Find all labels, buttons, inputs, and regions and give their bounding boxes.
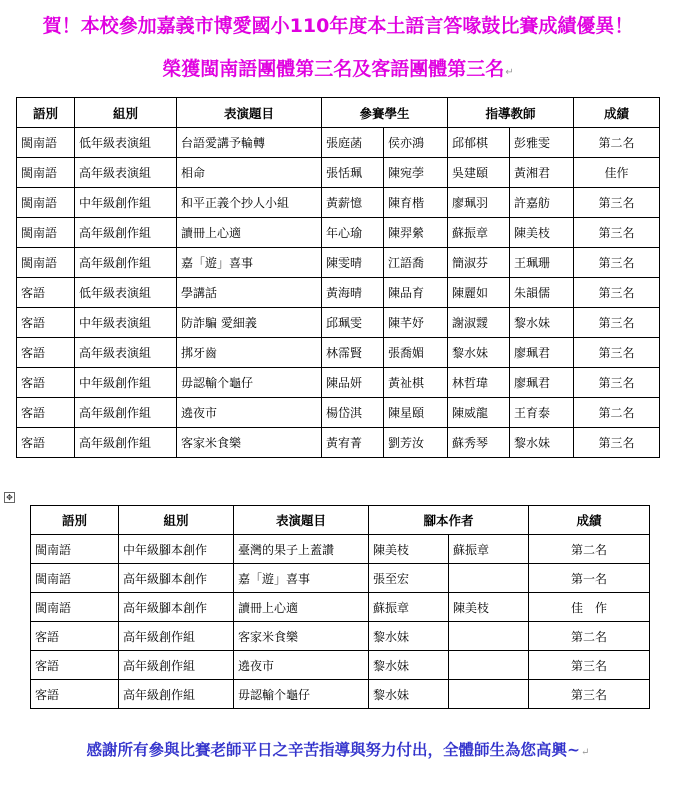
table-cell: 高年級創作組 xyxy=(119,651,234,680)
table-cell: 高年級表演組 xyxy=(75,338,177,368)
table-cell: 陳芊妤 xyxy=(384,308,448,338)
table-cell: 江語喬 xyxy=(384,248,448,278)
table-cell xyxy=(449,622,529,651)
table-cell: 陳星頤 xyxy=(384,398,448,428)
table-cell: 第二名 xyxy=(529,535,650,564)
table-cell: 客家米食樂 xyxy=(234,622,369,651)
script-award-table xyxy=(30,505,650,709)
table-cell: 閩南語 xyxy=(17,218,75,248)
header-group: 組別 xyxy=(119,506,234,535)
headline-awards-text: 榮獲閩南語團體第三名及客語團體第三名 xyxy=(162,58,505,80)
table-cell: 許嘉舫 xyxy=(510,188,574,218)
table-cell: 挷牙齒 xyxy=(177,338,322,368)
table-row xyxy=(17,278,660,308)
table-cell: 閩南語 xyxy=(17,248,75,278)
table-cell: 高年級創作組 xyxy=(75,398,177,428)
table-cell: 黎水妹 xyxy=(510,428,574,458)
table-cell: 林哲瑋 xyxy=(448,368,510,398)
table-cell: 張庭菡 xyxy=(322,128,384,158)
table-cell: 客語 xyxy=(31,651,119,680)
table-cell: 劉芳汝 xyxy=(384,428,448,458)
table-cell: 廖珮君 xyxy=(510,338,574,368)
table-cell: 黎水妹 xyxy=(448,338,510,368)
table-cell: 第三名 xyxy=(574,188,660,218)
table-cell: 簡淑芬 xyxy=(448,248,510,278)
table-cell: 遶夜市 xyxy=(234,651,369,680)
table-cell: 中年級創作組 xyxy=(75,368,177,398)
table-cell: 客語 xyxy=(17,428,75,458)
table-cell: 侯亦鴻 xyxy=(384,128,448,158)
table-cell: 黃祉棋 xyxy=(384,368,448,398)
table-cell: 閩南語 xyxy=(17,158,75,188)
table-cell: 陳品妍 xyxy=(322,368,384,398)
table-row xyxy=(17,248,660,278)
paragraph-mark-icon: ↵ xyxy=(505,67,514,78)
table-cell: 廖珮羽 xyxy=(448,188,510,218)
table-cell: 邱郁棋 xyxy=(448,128,510,158)
table-cell: 高年級創作組 xyxy=(119,680,234,709)
table-cell: 第二名 xyxy=(529,622,650,651)
table-row xyxy=(31,622,650,651)
table-cell: 第三名 xyxy=(529,651,650,680)
table-cell: 張至宏 xyxy=(369,564,449,593)
table-row xyxy=(17,308,660,338)
table-cell: 低年級表演組 xyxy=(75,128,177,158)
table-cell: 客語 xyxy=(17,338,75,368)
table-cell: 陳美枝 xyxy=(449,593,529,622)
table-cell: 客語 xyxy=(17,278,75,308)
table-cell: 陳雯晴 xyxy=(322,248,384,278)
table-cell: 林霈賢 xyxy=(322,338,384,368)
script-header-row xyxy=(31,506,650,535)
table-cell: 中年級創作組 xyxy=(75,188,177,218)
table-cell: 蘇振章 xyxy=(449,535,529,564)
table-cell: 第三名 xyxy=(574,218,660,248)
table-cell: 中年級表演組 xyxy=(75,308,177,338)
results-header-row xyxy=(17,98,660,128)
table-row xyxy=(31,564,650,593)
thank-you-text: 感謝所有參與比賽老師平日之辛苦指導與努力付出，全體師生為您高興~ xyxy=(86,740,581,759)
header-title: 表演題目 xyxy=(234,506,369,535)
table-cell: 高年級創作組 xyxy=(119,622,234,651)
table-cell: 讀冊上心適 xyxy=(177,218,322,248)
table-cell: 王育泰 xyxy=(510,398,574,428)
table-cell: 第三名 xyxy=(529,680,650,709)
table-cell: 閩南語 xyxy=(31,535,119,564)
table-cell: 閩南語 xyxy=(17,188,75,218)
table-cell: 王珮珊 xyxy=(510,248,574,278)
table-cell: 黃湘君 xyxy=(510,158,574,188)
header-title: 表演題目 xyxy=(177,98,322,128)
table-cell: 廖珮君 xyxy=(510,368,574,398)
header-students: 參賽學生 xyxy=(322,98,448,128)
headline-awards xyxy=(0,54,676,81)
table-cell: 客語 xyxy=(31,680,119,709)
table-cell: 第三名 xyxy=(574,428,660,458)
table-cell: 嘉「遊」喜事 xyxy=(177,248,322,278)
table-cell: 嘉「遊」喜事 xyxy=(234,564,369,593)
table-cell: 陳育楷 xyxy=(384,188,448,218)
table-cell: 陳麗如 xyxy=(448,278,510,308)
table-cell: 佳 作 xyxy=(529,593,650,622)
header-language: 語別 xyxy=(17,98,75,128)
table-cell: 陳羿縈 xyxy=(384,218,448,248)
table-cell: 陳美枝 xyxy=(510,218,574,248)
table-move-handle-icon[interactable]: ✥ xyxy=(4,492,15,503)
table-row xyxy=(17,428,660,458)
table-row xyxy=(17,398,660,428)
table-cell: 高年級創作組 xyxy=(75,428,177,458)
table-cell: 第三名 xyxy=(574,338,660,368)
thank-you-note xyxy=(0,738,676,760)
table-cell: 黎水妹 xyxy=(369,651,449,680)
table-cell: 高年級創作組 xyxy=(75,248,177,278)
table-cell: 相命 xyxy=(177,158,322,188)
table-cell: 中年級腳本創作 xyxy=(119,535,234,564)
header-result: 成績 xyxy=(529,506,650,535)
table-row xyxy=(17,128,660,158)
table-cell: 客語 xyxy=(17,398,75,428)
table-cell: 第三名 xyxy=(574,248,660,278)
table-cell: 第一名 xyxy=(529,564,650,593)
table-cell: 閩南語 xyxy=(31,593,119,622)
table-row xyxy=(17,338,660,368)
table-cell: 陳品育 xyxy=(384,278,448,308)
table-row xyxy=(17,368,660,398)
table-cell: 楊岱淇 xyxy=(322,398,384,428)
table-cell: 朱韻儒 xyxy=(510,278,574,308)
table-row xyxy=(17,218,660,248)
table-cell: 佳作 xyxy=(574,158,660,188)
headline-congratulations: 賀！本校參加嘉義市博愛國小110年度本土語言答喙鼓比賽成績優異！ xyxy=(42,15,634,37)
paragraph-mark-icon: ↵ xyxy=(581,747,590,758)
table-cell: 黎水妹 xyxy=(369,622,449,651)
table-cell: 客語 xyxy=(31,622,119,651)
table-cell: 第二名 xyxy=(574,128,660,158)
table-cell: 黃海晴 xyxy=(322,278,384,308)
table-cell: 閩南語 xyxy=(17,128,75,158)
table-cell: 張喬媚 xyxy=(384,338,448,368)
table-cell: 第三名 xyxy=(574,278,660,308)
table-cell: 高年級腳本創作 xyxy=(119,564,234,593)
table-cell: 蘇振章 xyxy=(448,218,510,248)
table-cell: 臺灣的果子上蓋讚 xyxy=(234,535,369,564)
table-cell: 謝淑靉 xyxy=(448,308,510,338)
table-row xyxy=(31,593,650,622)
table-cell: 低年級表演組 xyxy=(75,278,177,308)
table-cell: 學講話 xyxy=(177,278,322,308)
table-cell: 高年級創作組 xyxy=(75,218,177,248)
table-cell: 客語 xyxy=(17,308,75,338)
header-script-authors: 腳本作者 xyxy=(369,506,529,535)
table-cell: 客家米食樂 xyxy=(177,428,322,458)
table-cell: 遶夜市 xyxy=(177,398,322,428)
results-table xyxy=(16,97,660,458)
table-row xyxy=(31,651,650,680)
table-row xyxy=(31,535,650,564)
header-result: 成績 xyxy=(574,98,660,128)
header-teachers: 指導教師 xyxy=(448,98,574,128)
table-cell: 張恬珮 xyxy=(322,158,384,188)
table-cell: 毋認輸个龜仔 xyxy=(234,680,369,709)
table-cell: 讀冊上心適 xyxy=(234,593,369,622)
table-cell: 高年級腳本創作 xyxy=(119,593,234,622)
table-row xyxy=(17,188,660,218)
table-row xyxy=(31,680,650,709)
table-cell: 黎水妹 xyxy=(510,308,574,338)
table-cell: 防詐騙 愛細義 xyxy=(177,308,322,338)
table-cell: 蘇秀琴 xyxy=(448,428,510,458)
table-cell: 客語 xyxy=(17,368,75,398)
table-row xyxy=(17,158,660,188)
table-cell: 黎水妹 xyxy=(369,680,449,709)
table-cell: 邱珮雯 xyxy=(322,308,384,338)
table-cell: 彭雅雯 xyxy=(510,128,574,158)
table-cell: 台語愛講予輪轉 xyxy=(177,128,322,158)
header-language: 語別 xyxy=(31,506,119,535)
table-cell: 毋認輸个龜仔 xyxy=(177,368,322,398)
table-cell: 第三名 xyxy=(574,308,660,338)
table-cell: 黃宥菁 xyxy=(322,428,384,458)
table-cell: 吳建頤 xyxy=(448,158,510,188)
table-cell: 陳宛荸 xyxy=(384,158,448,188)
table-cell: 第三名 xyxy=(574,368,660,398)
table-cell: 黃薪憶 xyxy=(322,188,384,218)
table-cell: 和平正義个抄人小組 xyxy=(177,188,322,218)
table-cell: 陳威龍 xyxy=(448,398,510,428)
table-cell: 蘇振章 xyxy=(369,593,449,622)
table-cell xyxy=(449,680,529,709)
table-cell: 第二名 xyxy=(574,398,660,428)
table-cell xyxy=(449,651,529,680)
table-cell: 閩南語 xyxy=(31,564,119,593)
table-cell: 年心瑜 xyxy=(322,218,384,248)
header-group: 組別 xyxy=(75,98,177,128)
table-cell xyxy=(449,564,529,593)
table-cell: 陳美枝 xyxy=(369,535,449,564)
table-cell: 高年級表演組 xyxy=(75,158,177,188)
